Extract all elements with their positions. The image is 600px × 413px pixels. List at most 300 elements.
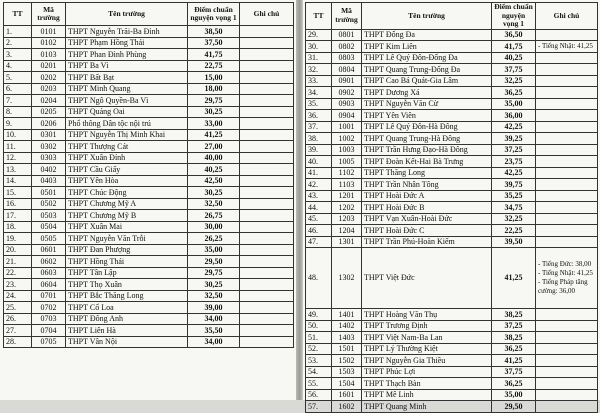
cell-diem-chuan: 36,25: [492, 87, 536, 99]
cell-tt: 55.: [306, 378, 332, 390]
cell-ghi-chu: [240, 313, 294, 325]
cell-ghi-chu: [240, 187, 294, 199]
cell-diem-chuan: 42,25: [492, 121, 536, 133]
table-row: [306, 320, 598, 332]
header-diem-chuan: Điểm chuẩn nguyện vọng 1: [492, 3, 536, 30]
cell-diem-chuan: 15,00: [188, 72, 240, 84]
cell-tt: 21.: [4, 256, 32, 268]
cell-diem-chuan: 42,50: [188, 175, 240, 187]
cell-ma-truong: 0602: [32, 256, 66, 268]
cell-ghi-chu: [240, 233, 294, 245]
table-row: [306, 156, 598, 168]
cell-ghi-chu: [240, 95, 294, 107]
cell-ten-truong: THPT Trần Hưng Đạo-Hà Đông: [362, 144, 492, 156]
cell-diem-chuan: 34,75: [492, 202, 536, 214]
cell-ma-truong: 1302: [332, 248, 362, 309]
cell-ghi-chu: [536, 202, 598, 214]
table-row: [306, 121, 598, 133]
table-row: [4, 49, 294, 61]
cell-tt: 35.: [306, 98, 332, 110]
cell-ghi-chu: [536, 156, 598, 168]
header-ten-truong: Tên trường: [66, 3, 188, 26]
cell-tt: 19.: [4, 233, 32, 245]
cell-ten-truong: THPT Phan Đình Phùng: [66, 49, 188, 61]
cell-tt: 41.: [306, 167, 332, 179]
table-row: [306, 190, 598, 202]
cell-tt: 22.: [4, 267, 32, 279]
cell-ma-truong: 1502: [332, 355, 362, 367]
cell-tt: 26.: [4, 313, 32, 325]
cell-ten-truong: THPT Nguyễn Văn Trỗi: [66, 233, 188, 245]
cell-ma-truong: 0803: [332, 52, 362, 64]
cell-ten-truong: THPT Chương Mỹ A: [66, 198, 188, 210]
cell-ten-truong: THPT Thượng Cát: [66, 141, 188, 153]
cell-diem-chuan: 32,50: [188, 198, 240, 210]
cell-ghi-chu: [240, 336, 294, 348]
cell-tt: 15.: [4, 187, 32, 199]
cell-ghi-chu: [240, 290, 294, 302]
cell-ghi-chu: [240, 256, 294, 268]
cell-tt: 27.: [4, 325, 32, 337]
cell-ma-truong: 0502: [32, 198, 66, 210]
table-row: [306, 64, 598, 76]
cell-diem-chuan: 30,25: [188, 279, 240, 291]
cell-ma-truong: 1503: [332, 366, 362, 378]
cell-diem-chuan: 29,75: [188, 267, 240, 279]
cell-ten-truong: THPT Vân Nội: [66, 336, 188, 348]
table-row: [4, 26, 294, 38]
cell-ma-truong: 0103: [32, 49, 66, 61]
cell-ma-truong: 0402: [32, 164, 66, 176]
cell-ma-truong: 0904: [332, 110, 362, 122]
cell-tt: 50.: [306, 320, 332, 332]
cell-ten-truong: THPT Việt Đức: [362, 248, 492, 309]
cell-ten-truong: THPT Nguyễn Thị Minh Khai: [66, 129, 188, 141]
table-row: [306, 202, 598, 214]
table-row: [4, 118, 294, 130]
cell-ten-truong: THPT Việt Nam-Ba Lan: [362, 332, 492, 344]
cell-ten-truong: THPT Hoài Đức B: [362, 202, 492, 214]
cell-diem-chuan: 42,25: [492, 167, 536, 179]
cell-ma-truong: 0702: [32, 302, 66, 314]
cell-ghi-chu: [240, 26, 294, 38]
cell-ma-truong: 1602: [332, 401, 362, 413]
cell-ten-truong: THPT Thạch Bàn: [362, 378, 492, 390]
cell-diem-chuan: 35,50: [188, 325, 240, 337]
cell-diem-chuan: 36,00: [492, 110, 536, 122]
cell-ma-truong: 1203: [332, 213, 362, 225]
cell-ma-truong: 0403: [32, 175, 66, 187]
cell-ten-truong: THPT Minh Quang: [66, 83, 188, 95]
cell-tt: 40.: [306, 156, 332, 168]
header-ghi-chu: Ghi chú: [240, 3, 294, 26]
cell-ghi-chu: [240, 118, 294, 130]
left-page: [0, 0, 296, 400]
table-row: [306, 167, 598, 179]
cutoff-table-right: [305, 2, 598, 413]
cell-tt: 48.: [306, 248, 332, 309]
cell-ma-truong: 0503: [32, 210, 66, 222]
cell-ghi-chu: [536, 179, 598, 191]
cell-ten-truong: THPT Hoài Đức A: [362, 190, 492, 202]
cell-ten-truong: THPT Đông Anh: [66, 313, 188, 325]
cell-ten-truong: THPT Tân Lập: [66, 267, 188, 279]
cell-ten-truong: THPT Hoàng Văn Thụ: [362, 309, 492, 321]
header-ma-truong: Mã trường: [332, 3, 362, 30]
cell-ten-truong: THPT Hồng Thái: [66, 256, 188, 268]
cell-tt: 53.: [306, 355, 332, 367]
cell-diem-chuan: 36,25: [492, 378, 536, 390]
cell-ten-truong: THPT Lý Thường Kiệt: [362, 343, 492, 355]
cell-diem-chuan: 41,75: [188, 49, 240, 61]
cell-ten-truong: THPT Lê Quý Đôn-Đống Đa: [362, 52, 492, 64]
cell-ten-truong: THPT Quang Trung-Đống Đa: [362, 64, 492, 76]
table-header-row: [306, 3, 598, 30]
cell-tt: 42.: [306, 179, 332, 191]
cell-tt: 8.: [4, 106, 32, 118]
cell-ma-truong: 1005: [332, 156, 362, 168]
cell-diem-chuan: 38,50: [188, 26, 240, 38]
table-row: [4, 187, 294, 199]
cell-tt: 6.: [4, 83, 32, 95]
cell-ghi-chu: [536, 121, 598, 133]
cell-ghi-chu: [536, 236, 598, 248]
cell-diem-chuan: 26,75: [188, 210, 240, 222]
cell-ma-truong: 0302: [32, 141, 66, 153]
cell-ghi-chu: [240, 302, 294, 314]
cell-ghi-chu: [536, 225, 598, 237]
table-row: [306, 87, 598, 99]
cell-ten-truong: THPT Nguyễn Trãi-Ba Đình: [66, 26, 188, 38]
cell-ghi-chu: [536, 29, 598, 41]
cell-ghi-chu: [240, 244, 294, 256]
table-row: [306, 110, 598, 122]
cell-ma-truong: 0601: [32, 244, 66, 256]
cell-ma-truong: 0501: [32, 187, 66, 199]
table-row: [306, 332, 598, 344]
cell-diem-chuan: 37,75: [492, 64, 536, 76]
cell-ten-truong: THPT Xuân Đỉnh: [66, 152, 188, 164]
cell-ten-truong: THPT Trần Nhân Tông: [362, 179, 492, 191]
table-row: [4, 336, 294, 348]
table-row: [4, 290, 294, 302]
cell-diem-chuan: 41,25: [188, 129, 240, 141]
table-row: [4, 279, 294, 291]
cell-ma-truong: 0204: [32, 95, 66, 107]
cell-ghi-chu: [536, 98, 598, 110]
table-row: [306, 401, 598, 413]
cell-ghi-chu: [240, 152, 294, 164]
cell-ma-truong: 0301: [32, 129, 66, 141]
cell-tt: 36.: [306, 110, 332, 122]
cell-ma-truong: 1001: [332, 121, 362, 133]
table-body-left: [4, 26, 294, 348]
table-row: [306, 366, 598, 378]
cell-tt: 44.: [306, 202, 332, 214]
table-row: [4, 221, 294, 233]
cell-diem-chuan: 37,25: [492, 144, 536, 156]
cell-ghi-chu: [536, 190, 598, 202]
cell-ten-truong: THPT Bất Bạt: [66, 72, 188, 84]
table-row: [4, 233, 294, 245]
cell-ma-truong: 1102: [332, 167, 362, 179]
cell-tt: 39.: [306, 144, 332, 156]
table-row: [4, 72, 294, 84]
cell-ten-truong: THPT Xuân Mai: [66, 221, 188, 233]
table-row: [4, 83, 294, 95]
cell-diem-chuan: 37,50: [188, 37, 240, 49]
cell-ten-truong: THPT Ngô Quyền-Ba Vì: [66, 95, 188, 107]
cell-ghi-chu: [536, 213, 598, 225]
cell-ma-truong: 1504: [332, 378, 362, 390]
cell-diem-chuan: 41,25: [492, 248, 536, 309]
cell-ma-truong: 0203: [32, 83, 66, 95]
cell-ghi-chu: [240, 279, 294, 291]
table-row: [4, 164, 294, 176]
cell-ma-truong: 0804: [332, 64, 362, 76]
header-ghi-chu: Ghi chú: [536, 3, 598, 30]
cell-ten-truong: THPT Yên Hòa: [66, 175, 188, 187]
cell-diem-chuan: 40,25: [188, 164, 240, 176]
cell-diem-chuan: 27,00: [188, 141, 240, 153]
cell-diem-chuan: 32,25: [492, 213, 536, 225]
cell-tt: 33.: [306, 75, 332, 87]
cell-ten-truong: THPT Cổ Loa: [66, 302, 188, 314]
cell-diem-chuan: 39,00: [188, 302, 240, 314]
cell-tt: 49.: [306, 309, 332, 321]
cell-diem-chuan: 35,25: [492, 190, 536, 202]
cell-ten-truong: THPT Phúc Lợi: [362, 366, 492, 378]
table-row: [4, 325, 294, 337]
cell-ten-truong: THPT Đống Đa: [362, 29, 492, 41]
cell-ghi-chu: [536, 366, 598, 378]
table-row: [306, 41, 598, 53]
cell-ghi-chu: [536, 309, 598, 321]
cell-ma-truong: 1301: [332, 236, 362, 248]
cell-ma-truong: 0703: [32, 313, 66, 325]
cell-ghi-chu: [240, 141, 294, 153]
header-tt: TT: [4, 3, 32, 26]
table-header-row: [4, 3, 294, 26]
cell-ma-truong: 0603: [32, 267, 66, 279]
cell-ma-truong: 1403: [332, 332, 362, 344]
cell-ghi-chu: [240, 210, 294, 222]
cell-ghi-chu: [536, 110, 598, 122]
cell-ma-truong: 0701: [32, 290, 66, 302]
cell-tt: 24.: [4, 290, 32, 302]
cell-tt: 56.: [306, 389, 332, 401]
cell-ten-truong: THPT Nguyễn Gia Thiều: [362, 355, 492, 367]
table-row: [306, 213, 598, 225]
table-row: [4, 129, 294, 141]
table-row: [306, 75, 598, 87]
right-page: [303, 0, 600, 411]
cell-tt: 37.: [306, 121, 332, 133]
header-ten-truong: Tên trường: [362, 3, 492, 30]
cell-diem-chuan: 37,75: [492, 366, 536, 378]
table-row: [4, 175, 294, 187]
cell-ghi-chu: [536, 389, 598, 401]
cell-ma-truong: 1003: [332, 144, 362, 156]
cell-ma-truong: 1401: [332, 309, 362, 321]
table-row: [306, 52, 598, 64]
cell-ma-truong: 0202: [32, 72, 66, 84]
cell-ghi-chu: [240, 267, 294, 279]
cell-diem-chuan: 35,00: [492, 98, 536, 110]
cell-tt: 1.: [4, 26, 32, 38]
cell-ma-truong: 0101: [32, 26, 66, 38]
cell-diem-chuan: 41,75: [492, 41, 536, 53]
cell-tt: 34.: [306, 87, 332, 99]
table-row: [306, 144, 598, 156]
cell-ghi-chu: [240, 72, 294, 84]
cell-ten-truong: THPT Yên Viên: [362, 110, 492, 122]
cell-ma-truong: 1204: [332, 225, 362, 237]
cell-ten-truong: THPT Kim Liên: [362, 41, 492, 53]
cell-diem-chuan: 30,25: [188, 106, 240, 118]
cell-ten-truong: THPT Quảng Oai: [66, 106, 188, 118]
table-row: [4, 60, 294, 72]
cell-ma-truong: 0801: [332, 29, 362, 41]
cell-ma-truong: 1002: [332, 133, 362, 145]
cell-ghi-chu: [240, 198, 294, 210]
cell-ma-truong: 1501: [332, 343, 362, 355]
cell-tt: 12.: [4, 152, 32, 164]
cell-tt: 46.: [306, 225, 332, 237]
table-row: [4, 256, 294, 268]
table-row: [306, 225, 598, 237]
cell-ten-truong: THPT Quang Minh: [362, 401, 492, 413]
cell-tt: 31.: [306, 52, 332, 64]
cell-ten-truong: Phổ thông Dân tộc nội trú: [66, 118, 188, 130]
table-row: [306, 343, 598, 355]
cell-ghi-chu: [536, 355, 598, 367]
cell-ma-truong: 0704: [32, 325, 66, 337]
cell-ma-truong: 1103: [332, 179, 362, 191]
cell-diem-chuan: 29,75: [188, 95, 240, 107]
cell-ghi-chu: - Tiếng Đức: 38,00 - Tiếng Nhật: 41,25 - Tiếng Pháp tăng cường: 36,00: [536, 248, 598, 309]
cell-ten-truong: THPT Vạn Xuân-Hoài Đức: [362, 213, 492, 225]
cell-tt: 9.: [4, 118, 32, 130]
cell-diem-chuan: 40,00: [188, 152, 240, 164]
cell-diem-chuan: 32,50: [188, 290, 240, 302]
cell-ten-truong: THPT Chúc Động: [66, 187, 188, 199]
cell-tt: 20.: [4, 244, 32, 256]
cell-ten-truong: THPT Hoài Đức C: [362, 225, 492, 237]
cell-ghi-chu: [536, 401, 598, 413]
cell-ten-truong: THPT Dương Xá: [362, 87, 492, 99]
cell-tt: 29.: [306, 29, 332, 41]
cell-ghi-chu: [536, 167, 598, 179]
cell-tt: 38.: [306, 133, 332, 145]
cell-ghi-chu: [536, 64, 598, 76]
cell-diem-chuan: 34,00: [188, 336, 240, 348]
cell-ma-truong: 0303: [32, 152, 66, 164]
cell-diem-chuan: 34,00: [188, 313, 240, 325]
cell-ma-truong: 0201: [32, 60, 66, 72]
cell-ghi-chu: [240, 49, 294, 61]
cell-diem-chuan: 36,25: [492, 343, 536, 355]
cell-ten-truong: THPT Đoàn Kết-Hai Bà Trưng: [362, 156, 492, 168]
cell-ghi-chu: [240, 60, 294, 72]
book-gutter: [296, 0, 303, 400]
cell-ten-truong: THPT Bắc Thăng Long: [66, 290, 188, 302]
table-row: [306, 378, 598, 390]
cell-ma-truong: 0102: [32, 37, 66, 49]
cell-ma-truong: 1202: [332, 202, 362, 214]
table-row: [306, 355, 598, 367]
cell-tt: 2.: [4, 37, 32, 49]
cell-ma-truong: 0903: [332, 98, 362, 110]
table-row: [4, 210, 294, 222]
header-ma-truong: Mã trường: [32, 3, 66, 26]
cell-ten-truong: THPT Nguyễn Văn Cừ: [362, 98, 492, 110]
cell-ghi-chu: [240, 129, 294, 141]
cell-ghi-chu: [536, 378, 598, 390]
cell-ten-truong: THPT Chương Mỹ B: [66, 210, 188, 222]
cell-tt: 45.: [306, 213, 332, 225]
cell-ma-truong: 1601: [332, 389, 362, 401]
cell-diem-chuan: 41,25: [492, 355, 536, 367]
table-row: [306, 236, 598, 248]
table-row: [306, 248, 598, 309]
cell-ghi-chu: [240, 37, 294, 49]
cell-ghi-chu: [240, 221, 294, 233]
cell-tt: 7.: [4, 95, 32, 107]
table-row: [4, 267, 294, 279]
table-row: [306, 29, 598, 41]
cell-tt: 23.: [4, 279, 32, 291]
cell-diem-chuan: 29,50: [492, 401, 536, 413]
cell-tt: 25.: [4, 302, 32, 314]
cell-tt: 16.: [4, 198, 32, 210]
cell-diem-chuan: 30,25: [188, 187, 240, 199]
cell-tt: 13.: [4, 164, 32, 176]
cell-ma-truong: 0205: [32, 106, 66, 118]
cell-ma-truong: 0902: [332, 87, 362, 99]
cell-tt: 10.: [4, 129, 32, 141]
table-row: [306, 179, 598, 191]
cell-ma-truong: 1402: [332, 320, 362, 332]
cell-ten-truong: THPT Thọ Xuân: [66, 279, 188, 291]
cell-tt: 28.: [4, 336, 32, 348]
cell-tt: 17.: [4, 210, 32, 222]
cell-diem-chuan: 35,00: [188, 244, 240, 256]
cell-diem-chuan: 36,50: [492, 29, 536, 41]
cell-ten-truong: THPT Trương Định: [362, 320, 492, 332]
table-row: [4, 37, 294, 49]
cell-tt: 11.: [4, 141, 32, 153]
cell-diem-chuan: 32,25: [492, 75, 536, 87]
header-diem-chuan: Điểm chuẩn nguyện vọng 1: [188, 3, 240, 26]
cell-tt: 3.: [4, 49, 32, 61]
cell-ten-truong: THPT Ba Vì: [66, 60, 188, 72]
cell-ghi-chu: [536, 75, 598, 87]
cell-ten-truong: THPT Liên Hà: [66, 325, 188, 337]
cell-ghi-chu: [240, 164, 294, 176]
table-row: [306, 389, 598, 401]
cell-diem-chuan: 38,25: [492, 332, 536, 344]
table-body-right: [306, 29, 598, 412]
cell-ghi-chu: [536, 87, 598, 99]
table-row: [4, 141, 294, 153]
cell-ten-truong: THPT Lê Quý Đôn-Hà Đông: [362, 121, 492, 133]
cell-tt: 43.: [306, 190, 332, 202]
cell-diem-chuan: 39,25: [492, 133, 536, 145]
cell-tt: 4.: [4, 60, 32, 72]
header-tt: TT: [306, 3, 332, 30]
cell-ten-truong: THPT Quang Trung-Hà Đông: [362, 133, 492, 145]
